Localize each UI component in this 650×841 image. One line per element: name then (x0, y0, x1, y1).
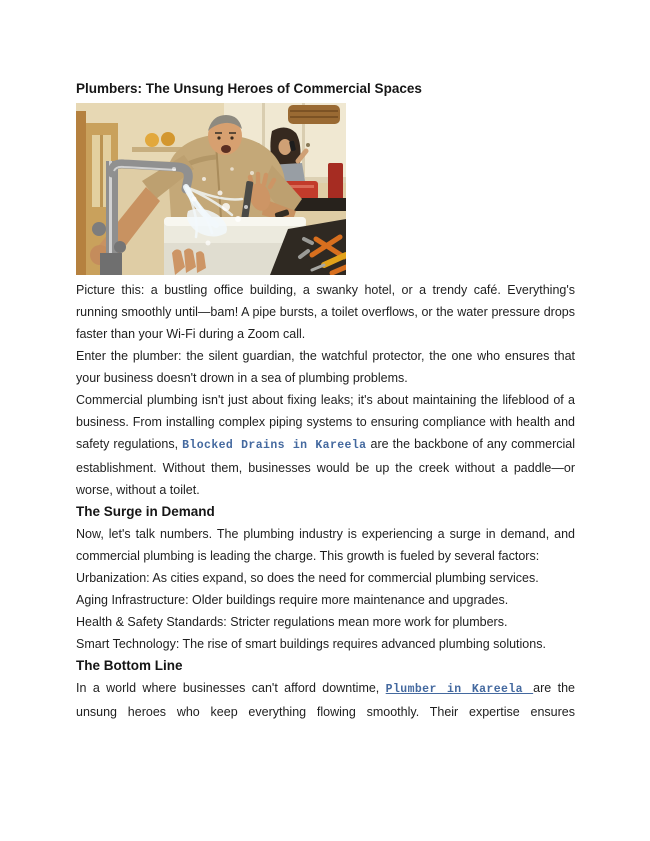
link-plumber-in-kareela[interactable]: Plumber in Kareela (385, 683, 534, 696)
paragraph-smart-technology: Smart Technology: The rise of smart buildings requires advanced plumbing solutions. (76, 637, 546, 651)
paragraph-aging-infrastructure: Aging Infrastructure: Older buildings require more maintenance and upgrades. (76, 593, 509, 607)
text-run: are the unsung heroes who keep everything flowing smoothly. Their expertise ensures (76, 681, 575, 719)
paragraph-intro: Picture this: a bustling office building, a swanky hotel, or a trendy café. Everything's running smoothly until—bam! A pipe bursts, a toilet overflows, or the water pressure drops faster than your Wi-Fi during a Zoom call. (76, 283, 575, 341)
section-heading-bottom-line: The Bottom Line (76, 658, 183, 673)
article-image (76, 103, 346, 275)
text-run: In a world where businesses can't afford downtime, (76, 681, 386, 695)
paragraph-demand: Now, let's talk numbers. The plumbing industry is experiencing a surge in demand, and commercial plumbing is leading the charge. This growth is fueled by several factors: (76, 527, 575, 563)
paragraph-health-safety: Health & Safety Standards: Stricter regulations mean more work for plumbers. (76, 615, 508, 629)
text-run: Commercial plumbing isn't just about fixing leaks; it's about maintaining the lifeblood of a business. From installing complex piping systems to ensuring compliance with health and safety regulations, (76, 393, 575, 451)
paragraph-urbanization: Urbanization: As cities expand, so does the need for commercial plumbing services. (76, 571, 539, 585)
paragraph-enter-plumber: Enter the plumber: the silent guardian, the watchful protector, the one who ensures that your business doesn't drown in a sea of plumbing problems. (76, 349, 575, 385)
link-blocked-drains-kareela[interactable]: Blocked Drains in Kareela (182, 439, 367, 452)
text-run: are the backbone of any commercial establishment. Without them, businesses would be up the creek without a paddle—or worse, without a toilet. (76, 437, 576, 497)
paragraph-commercial-plumbing (76, 389, 575, 501)
section-heading-surge-in-demand: The Surge in Demand (76, 504, 215, 519)
article-title: Plumbers: The Unsung Heroes of Commercial Spaces (76, 81, 422, 96)
paragraph-conclusion (76, 677, 575, 723)
plumber-photo-illustration (76, 103, 346, 275)
